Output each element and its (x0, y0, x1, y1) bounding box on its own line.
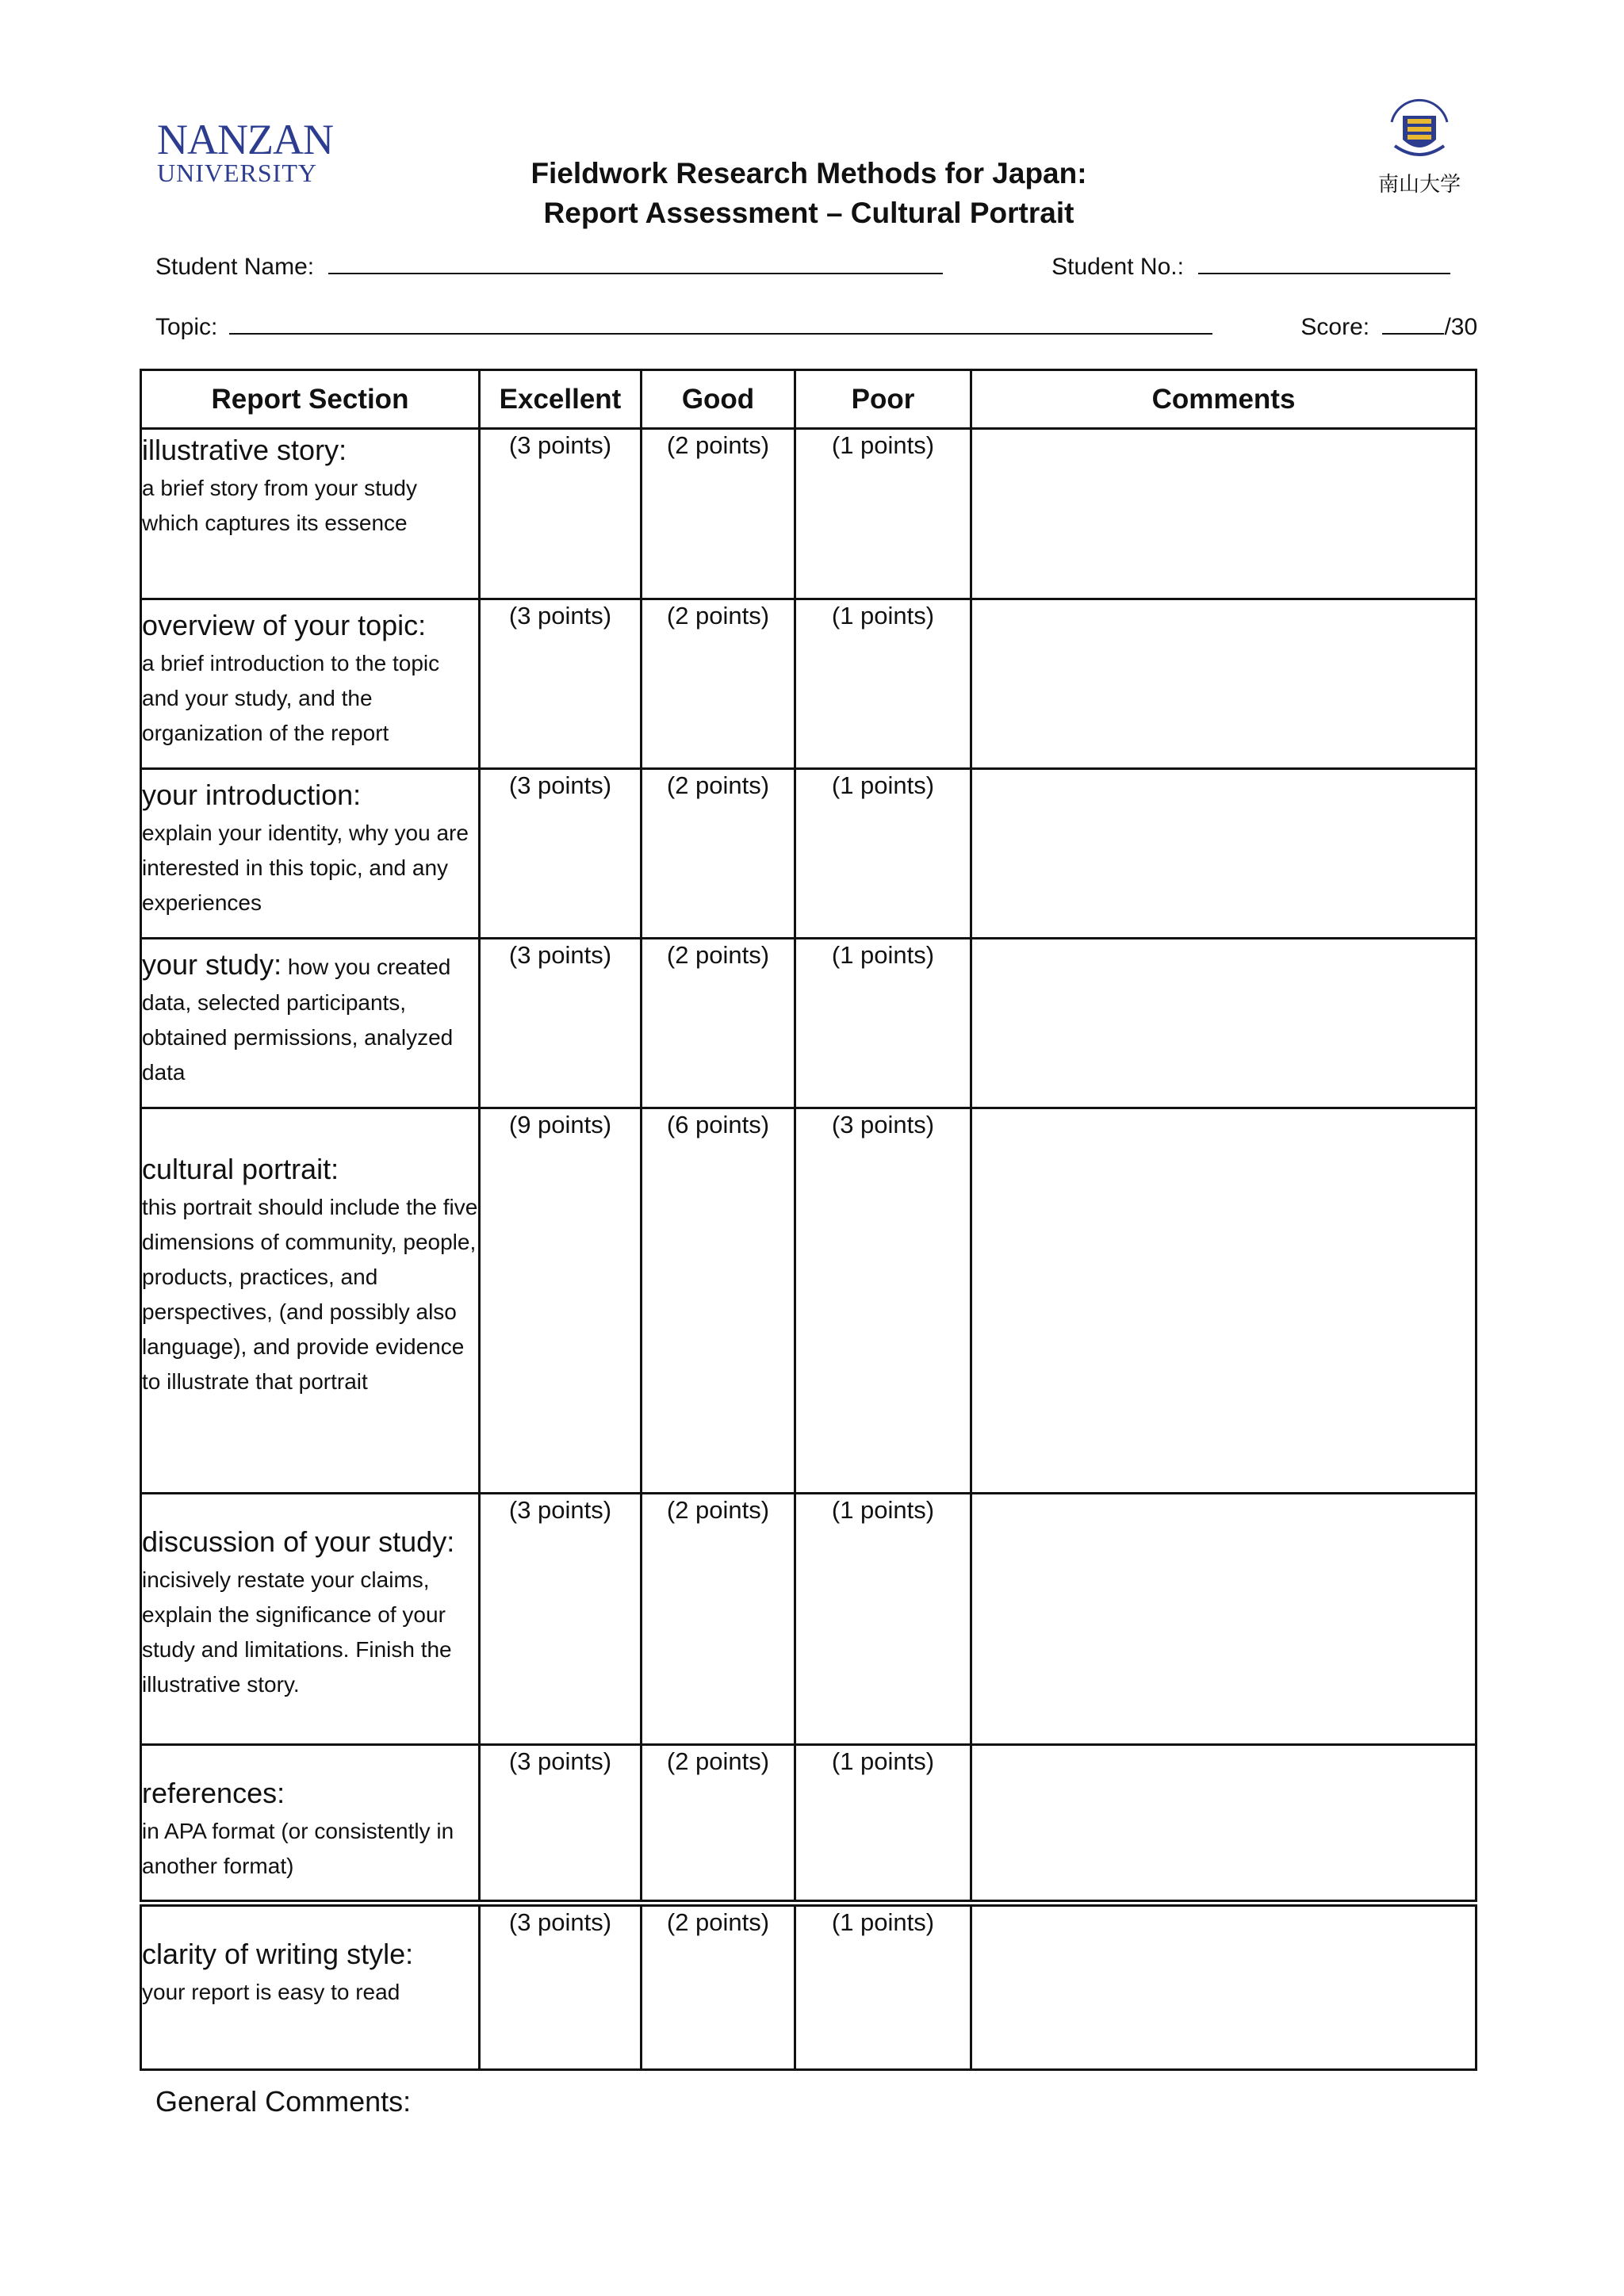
excellent-points: (3 points) (480, 1745, 642, 1904)
section-cell (141, 1494, 480, 1745)
section-description: a brief introduction to the topic and your study, and the organization of the report (142, 651, 440, 745)
topic-field[interactable] (229, 311, 1212, 335)
good-points: (2 points) (642, 429, 795, 599)
section-title: illustrative story: (142, 434, 347, 466)
score-field[interactable] (1382, 311, 1444, 335)
title-line-2: Report Assessment – Cultural Portrait (543, 197, 1074, 229)
header-comments: Comments (971, 370, 1477, 429)
good-points: (2 points) (642, 769, 795, 939)
general-comments-label: General Comments: (155, 2085, 412, 2118)
comments-cell[interactable] (971, 599, 1477, 769)
poor-points: (1 points) (795, 1745, 971, 1904)
table-row (141, 1745, 1477, 1904)
section-text (142, 944, 478, 1090)
student-no-field[interactable] (1198, 251, 1450, 274)
section-description: explain your identity, why you are interested in this topic, and any experiences (142, 821, 469, 915)
student-info-row (155, 251, 1450, 281)
good-points: (2 points) (642, 1494, 795, 1745)
section-title: discussion of your study: (142, 1525, 455, 1558)
poor-points: (1 points) (795, 1494, 971, 1745)
logo-kanji: 南山大学 (1377, 172, 1461, 196)
section-title: references: (142, 1777, 285, 1809)
section-title: cultural portrait: (142, 1153, 339, 1185)
excellent-points: (9 points) (480, 1108, 642, 1494)
header-report-section: Report Section (141, 370, 480, 429)
title-line-1: Fieldwork Research Methods for Japan: (530, 157, 1087, 189)
comments-cell[interactable] (971, 429, 1477, 599)
poor-points: (1 points) (795, 429, 971, 599)
poor-points: (1 points) (795, 599, 971, 769)
student-name-label: Student Name: (155, 254, 315, 280)
score-label: Score: (1300, 314, 1370, 340)
section-cell (141, 1108, 480, 1494)
section-description: in APA format (or consistently in another format) (142, 1819, 454, 1878)
table-header-row (141, 370, 1477, 429)
student-name-field[interactable] (328, 251, 943, 274)
section-description: a brief story from your study which captures its essence (142, 476, 418, 535)
excellent-points: (3 points) (480, 1904, 642, 2070)
table-row (141, 939, 1477, 1108)
section-title: your study: (142, 948, 282, 981)
good-points: (6 points) (642, 1108, 795, 1494)
section-cell (141, 769, 480, 939)
section-cell (141, 599, 480, 769)
section-description: incisively restate your claims, explain the significance of your study and limitations. Finish the illustrative story. (142, 1567, 452, 1697)
comments-cell[interactable] (971, 939, 1477, 1108)
excellent-points: (3 points) (480, 599, 642, 769)
section-cell (141, 1904, 480, 2070)
section-description: this portrait should include the five dimensions of community, people, products, practices, and perspectives, (and possibly also language), and provide evidence to illustrate that portrait (142, 1195, 478, 1394)
rubric-table (140, 369, 1477, 2071)
section-title: clarity of writing style: (142, 1938, 414, 1970)
poor-points: (1 points) (795, 1904, 971, 2070)
logo-text-nanzan: NANZAN (157, 116, 333, 163)
poor-points: (3 points) (795, 1108, 971, 1494)
logo-text-university: UNIVERSITY (157, 159, 317, 187)
topic-score-row (155, 311, 1477, 342)
table-row (141, 1494, 1477, 1745)
comments-cell[interactable] (971, 1494, 1477, 1745)
section-description: your report is easy to read (142, 1980, 400, 2004)
student-no-label: Student No.: (1051, 254, 1184, 280)
good-points: (2 points) (642, 1745, 795, 1904)
header-excellent: Excellent (480, 370, 642, 429)
table-row (141, 1108, 1477, 1494)
comments-cell[interactable] (971, 1904, 1477, 2070)
good-points: (2 points) (642, 939, 795, 1108)
table-row (141, 429, 1477, 599)
comments-cell[interactable] (971, 769, 1477, 939)
topic-label: Topic: (155, 314, 218, 340)
comments-cell[interactable] (971, 1108, 1477, 1494)
header-good: Good (642, 370, 795, 429)
section-cell (141, 1745, 480, 1904)
excellent-points: (3 points) (480, 769, 642, 939)
table-row (141, 1904, 1477, 2070)
section-cell (141, 939, 480, 1108)
section-cell (141, 429, 480, 599)
section-description: how you created data, selected participants, obtained permissions, analyzed data (142, 955, 454, 1085)
page-title (412, 154, 1205, 233)
good-points: (2 points) (642, 599, 795, 769)
poor-points: (1 points) (795, 939, 971, 1108)
excellent-points: (3 points) (480, 939, 642, 1108)
poor-points: (1 points) (795, 769, 971, 939)
nanzan-crest-logo (1372, 98, 1467, 196)
table-row (141, 599, 1477, 769)
nanzan-university-logo (157, 116, 333, 187)
excellent-points: (3 points) (480, 1494, 642, 1745)
section-title: your introduction: (142, 779, 362, 811)
header-poor: Poor (795, 370, 971, 429)
section-title: overview of your topic: (142, 609, 427, 641)
good-points: (2 points) (642, 1904, 795, 2070)
comments-cell[interactable] (971, 1745, 1477, 1904)
score-total: /30 (1444, 314, 1478, 340)
crest-icon (1384, 98, 1455, 165)
excellent-points: (3 points) (480, 429, 642, 599)
table-row (141, 769, 1477, 939)
